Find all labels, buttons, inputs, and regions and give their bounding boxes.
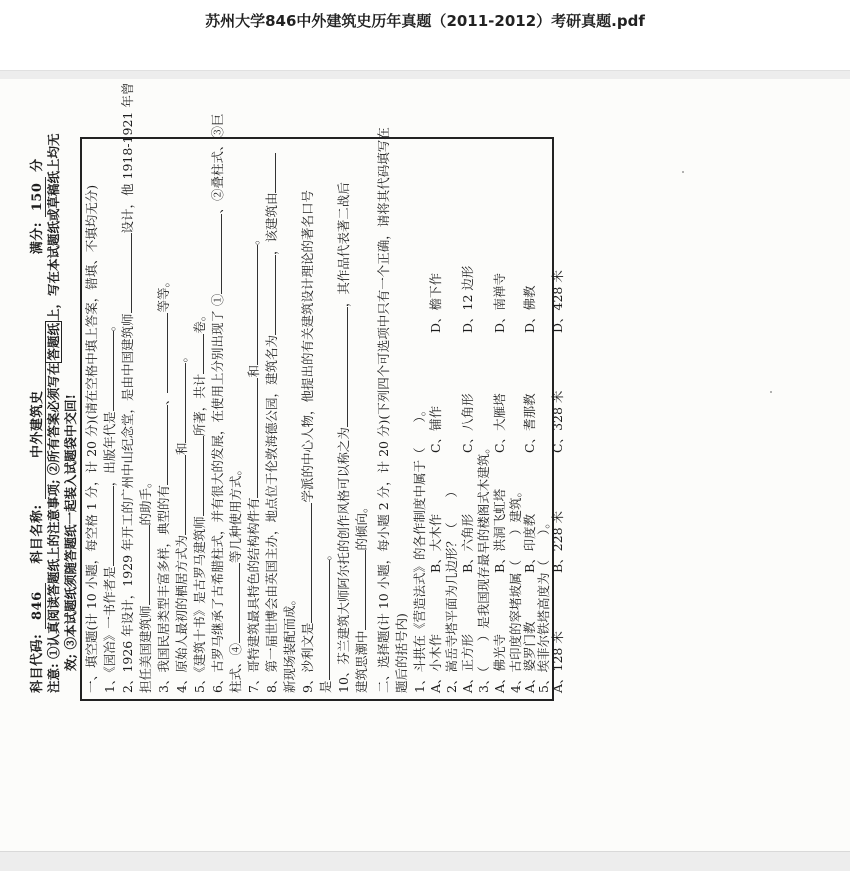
fill-question-8-cont [282, 593, 298, 693]
fill-question-2 [120, 83, 136, 693]
option-d: D、南禅寺 [492, 272, 507, 333]
answer-blank [174, 455, 186, 535]
answer-blank [246, 378, 258, 498]
fill-question-1: 1、《园冶》一书作者是，出版年代是。 [102, 318, 117, 693]
section1-title: 一、填空题(计 10 小题，每空格 1 分，计 20 分)(请在空格中填上答案，错填、不填均无分) [84, 184, 99, 693]
fill-question-4: 4、原始人最初的栖居方式为和。 [174, 350, 189, 693]
scan-speck [682, 171, 684, 173]
page-gap-top [0, 70, 850, 79]
fill-question-9-cont: 是。 [318, 547, 333, 693]
fill-question-6 [210, 114, 226, 693]
answer-blank [228, 563, 240, 643]
notice-line-2: 效; ③本试题纸须随答题纸一起装入试题袋中交回! [63, 394, 78, 671]
option-a: A、婆罗门教 [522, 621, 537, 693]
q8-text-e: 新现场装配而成。 [282, 592, 297, 693]
fill-question-2-cont [138, 475, 154, 693]
choice-options-3 [492, 273, 508, 693]
score-label: 满分: [30, 221, 45, 255]
scanned-exam-sheet [20, 82, 565, 701]
option-a: A、正方形 [460, 633, 475, 693]
fill-question-10 [336, 182, 352, 693]
choice-options-5 [550, 270, 566, 693]
fill-question-10-cont [354, 500, 370, 693]
option-c: C、八角形 [460, 393, 475, 453]
q2-text: 2、1926 年设计，1929 年开工的广州中山纪念堂，是由中国建筑师 [120, 313, 135, 693]
answer-blank [120, 233, 132, 313]
q10-text-b: ，其作品代表著二战后 [336, 182, 351, 308]
q8-text-b: ，该建筑由 [264, 192, 279, 256]
answer-blank [102, 486, 114, 566]
option-a: A、小木作 [428, 633, 443, 693]
fill-question-7: 7、哥特建筑最具特色的结构构件有和。 [246, 232, 261, 693]
scan-speck [770, 391, 772, 393]
q1-text-b: ，出版年代是 [102, 411, 117, 487]
answer-blank [210, 214, 222, 294]
q2-text-b: 设计，他 1918-1921 年曾 [120, 82, 135, 234]
answer-blank [318, 560, 330, 680]
q3-text-c: 等等。 [156, 275, 171, 313]
q9-text-c: 是 [318, 680, 333, 693]
q7-text: 7、哥特建筑最具特色的结构构件有 [246, 497, 261, 693]
score-unit: 分 [30, 158, 45, 172]
option-c: C、铺作 [428, 405, 443, 453]
q10-text: 10、芬兰建筑大师阿尔托的创作风格可以称之为 [336, 427, 351, 693]
answer-blank [192, 436, 204, 516]
subject-name-value: 中外建筑史 [26, 349, 46, 499]
q6-text-d: 等几种使用方式。 [228, 462, 243, 563]
section2-title: 二、选择题(计 10 小题，每小题 2 分，计 20 分)(下列四个可选项中只有一个正确，请将其代码填写在 [376, 127, 391, 693]
answer-blank [354, 550, 366, 630]
q10-text-c: 建筑思潮中 [354, 630, 369, 693]
q8-text: 8、第一届世博会由英国主办，地点位于伦敦海德公园，建筑名为 [264, 335, 279, 693]
option-b: B、洪洞飞虹塔 [492, 488, 507, 573]
option-c: C、大雁塔 [492, 393, 507, 453]
document-title-bar [0, 0, 850, 40]
q5-text-b: 所著，共计 [192, 373, 207, 437]
pdf-page[interactable] [0, 79, 850, 851]
q2-text-d: 的助手。 [138, 475, 153, 526]
fill-question-6-cont [228, 463, 244, 693]
q9-text-b: 学派的中心人物，他提出的有关建筑设计理论的著名口号 [300, 190, 315, 503]
choice-question-4: 4、古印度的窣堵坡属（ ）建筑。 [508, 485, 523, 693]
q1-text: 1、《园冶》一书作者是 [102, 566, 117, 693]
q4-text: 4、原始人最初的栖居方式为 [174, 535, 189, 693]
score-value: 150 [30, 177, 46, 217]
q6-text-c: 柱式、④ [228, 642, 243, 693]
q6-text: 6、古罗马继承了古希腊柱式，并有很大的发展，在使用上分别出现了 ① [210, 293, 225, 693]
answer-blank [138, 525, 150, 605]
q4-text-b: 和 [174, 442, 189, 456]
choice-question-3: 3、（ ）是我国现存最早的楼阁式木建筑。 [476, 441, 491, 693]
fill-question-8 [264, 153, 280, 693]
option-d: D、12 边形 [460, 265, 475, 333]
fill-question-5 [192, 309, 208, 693]
choice-options-1 [428, 273, 444, 693]
notice-text-cont: 上，写在本试题纸或草稿纸上均无 [46, 133, 61, 322]
answer-blank [102, 331, 114, 411]
q2-text-c: 担任美国建筑师 [138, 605, 153, 693]
answer-blank [264, 153, 276, 193]
option-a: A、佛光寺 [492, 633, 507, 693]
choice-question-5: 5、埃菲尔铁塔高度为（ ）。 [536, 516, 551, 693]
option-d: D、428 米 [550, 270, 565, 333]
notice-boxed-text: 答题纸 [46, 323, 61, 361]
subject-code-value: 846 [30, 583, 46, 629]
page-gap-bottom [0, 851, 850, 871]
option-b: B、228 米 [550, 510, 565, 573]
q6-text-b: 、②叠柱式、③巨 [210, 113, 225, 214]
option-d: D、佛教 [522, 285, 537, 333]
q5-text-c: 卷。 [192, 308, 207, 334]
answer-blank [174, 363, 186, 443]
option-b: B、印度教 [522, 513, 537, 573]
q7-text-b: 和 [246, 365, 261, 378]
option-c: C、328 米 [550, 390, 565, 453]
answer-blank [156, 313, 168, 393]
answer-blank [192, 334, 204, 374]
section2-note: 题后的括号内) [394, 613, 409, 693]
answer-blank [336, 307, 348, 427]
subject-code-label: 科目代码: [30, 633, 45, 693]
option-a: A、128 米 [550, 631, 565, 693]
answer-blank [264, 255, 276, 335]
q5-text: 5、《建筑十书》是古罗马建筑师 [192, 516, 207, 693]
notice-line-1 [46, 134, 62, 693]
fill-question-3 [156, 275, 172, 693]
notice-text: 注意: ①认真阅读答题纸上的注意事项; ②所有答案必须写在 [46, 362, 61, 693]
q10-text-d: 的倾向。 [354, 500, 369, 551]
answer-blank [300, 503, 312, 623]
option-b: B、六角形 [460, 513, 475, 573]
choice-options-2 [460, 266, 476, 693]
choice-question-2: 2、嵩岳寺塔平面为几边形？（ ） [444, 485, 459, 693]
subject-name-label: 科目名称: [30, 504, 45, 564]
q3-text-b: 、 [156, 392, 171, 406]
q3-text: 3、我国民居类型丰富多样，典型的有 [156, 485, 171, 693]
answer-blank [246, 245, 258, 365]
sheet-header [26, 158, 46, 693]
choice-question-1: 1、斗拱在《营造法式》的各作制度中属于（ ）。 [412, 403, 427, 693]
fill-question-9 [300, 190, 316, 693]
document-title: 苏州大学846中外建筑史历年真题（2011-2012）考研真题.pdf [205, 11, 645, 30]
answer-blank [156, 405, 168, 485]
q9-text: 9、沙利文是 [300, 622, 315, 693]
option-b: B、大木作 [428, 513, 443, 573]
option-d: D、檐下作 [428, 272, 443, 333]
option-c: C、耆那教 [522, 393, 537, 453]
